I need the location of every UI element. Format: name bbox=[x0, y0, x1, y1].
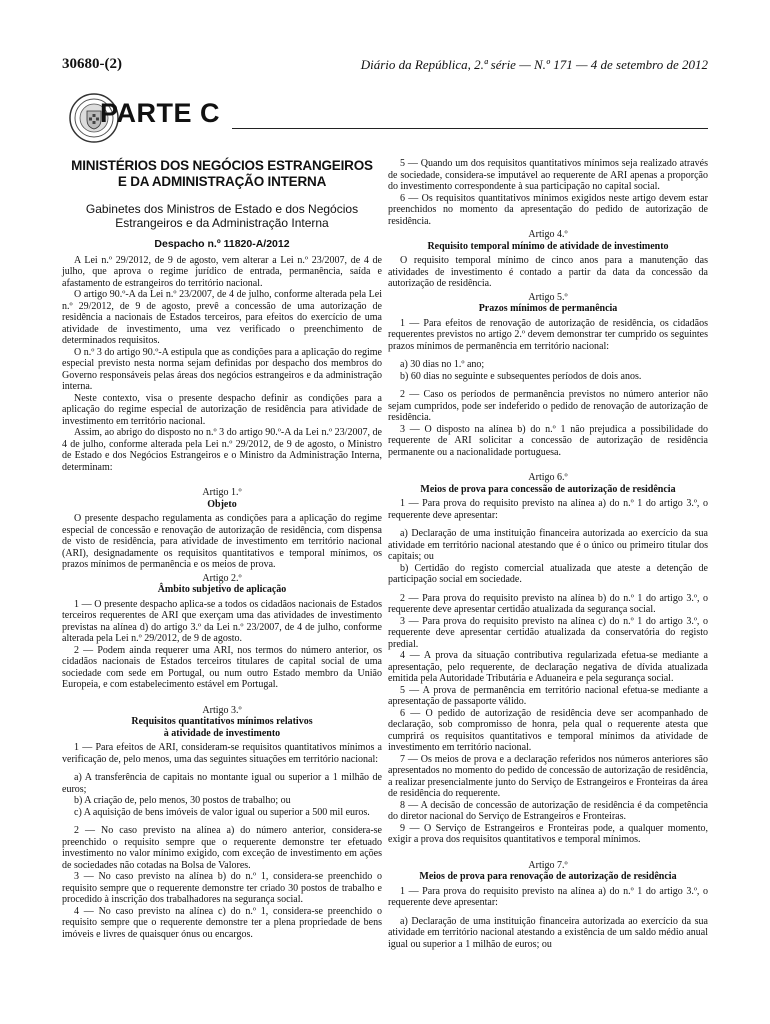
article-title: Requisitos quantitativos mínimos relativos à atividade de investimento bbox=[131, 716, 313, 739]
page-number: 30680-(2) bbox=[62, 56, 122, 72]
despacho-number: Despacho n.º 11820-A/2012 bbox=[154, 238, 290, 250]
list-item: a) Declaração de uma instituição financeira autorizada ao exercício da sua atividade em território nacional atestando que é o único ou primeiro titular dos capitais; ou bbox=[388, 528, 708, 562]
article-paragraph: O presente despacho regulamenta as condições para a aplicação do regime especial de concessão e renovação de autorização de residência, com dispensa de visto de residência, para atividade de investimento em território nacional (ARI), designadamente os requisitos quantitativos e temporal mínimos, os prazos mínimos de permanência e os meios de prova. bbox=[62, 513, 382, 570]
part-heading bbox=[62, 92, 708, 148]
article-paragraph: 6 — Os requisitos quantitativos mínimos exigidos neste artigo devem estar preenchidos no momento da apresentação do pedido de autorização de residência. bbox=[388, 192, 708, 227]
article-paragraph: 1 — Para efeitos de ARI, consideram-se requisitos quantitativos mínimos a verificação de, pelo menos, uma das seguintes situações em território nacional: bbox=[62, 742, 382, 765]
article-paragraph: 9 — O Serviço de Estrangeiros e Fronteiras pode, a qualquer momento, exigir a prova dos requisitos quantitativos e temporal mínimos. bbox=[388, 822, 708, 845]
article-paragraph: 5 — A prova de permanência em território nacional efetua-se mediante a apresentação de passaporte válido. bbox=[388, 684, 708, 707]
article-number: Artigo 1.º bbox=[202, 487, 242, 498]
article-number: Artigo 5.º bbox=[528, 291, 568, 303]
article-title: Meios de prova para concessão de autorização de residência bbox=[420, 483, 676, 495]
intro-paragraph: A Lei n.º 29/2012, de 9 de agosto, vem alterar a Lei n.º 23/2007, de 4 de julho, que aprova o regime jurídico de entrada, permanência, saída e afastamento de estrangeiros do território nacional. bbox=[62, 254, 382, 289]
left-column bbox=[62, 158, 382, 940]
list-item: a) A transferência de capitais no montante igual ou superior a 1 milhão de euros; bbox=[62, 772, 382, 795]
right-column bbox=[388, 158, 708, 950]
article-paragraph: 3 — Para prova do requisito previsto na alínea c) do n.º 1 do artigo 3.º, o requerente deve apresentar certidão atualizada da conservatória do registo predial. bbox=[388, 615, 708, 650]
article-title: Requisito temporal mínimo de atividade de investimento bbox=[427, 240, 669, 252]
ministry-title: MINISTÉRIOS DOS NEGÓCIOS ESTRANGEIROS E DA ADMINISTRAÇÃO INTERNA bbox=[71, 158, 373, 189]
article-paragraph: 6 — O pedido de autorização de residência deve ser acompanhado de declaração, sob compromisso de honra, pela qual o requerente atesta que cumprirá os requisitos quantitativos e temporal mínimos da atividade de investimento em território nacional. bbox=[388, 707, 708, 753]
article-paragraph: 2 — Para prova do requisito previsto na alínea b) do n.º 1 do artigo 3.º, o requerente deve apresentar certidão atualizada da segurança social. bbox=[388, 592, 708, 615]
article-paragraph: 3 — No caso previsto na alínea b) do n.º 1, considera-se preenchido o requisito sempre que o requerente demonstre ter criado 30 postos de trabalho e procedido à inscrição dos trabalhadores na segurança social. bbox=[62, 871, 382, 905]
article-paragraph: 2 — Podem ainda requerer uma ARI, nos termos do número anterior, os cidadãos nacionais de Estados terceiros titulares de capital social de uma sociedade com sede em Portugal, ou num outro Estado membro da União Europeia, e com estabelecimento estável em Portugal. bbox=[62, 644, 382, 690]
intro-paragraph: O n.º 3 do artigo 90.º-A estipula que as condições para a aplicação do regime especial previsto nesta norma sejam definidas por despacho dos membros do Governo responsáveis pelas áreas dos negócios estrangeiros e da administração interna. bbox=[62, 346, 382, 392]
article-paragraph: 8 — A decisão de concessão de autorização de residência é da competência do diretor nacional do Serviço de Estrangeiros e Fronteiras. bbox=[388, 799, 708, 822]
journal-title: Diário da República, 2.ª série — N.º 171 — 4 de setembro de 2012 bbox=[360, 57, 708, 72]
article-title: Objeto bbox=[207, 498, 237, 510]
article-number: Artigo 3.º bbox=[202, 704, 242, 716]
article-paragraph: 7 — Os meios de prova e a declaração referidos nos números anteriores são apresentados no momento do pedido de concessão de autorização de residência, a realizar presencialmente junto do Serviço de Estrangeiros e Fronteiras da área de residência do requerente. bbox=[388, 753, 708, 799]
intro-paragraph: Neste contexto, visa o presente despacho definir as condições para a aplicação do regime especial de autorização de residência para atividade de investimento em território nacional. bbox=[62, 392, 382, 427]
list-item: a) 30 dias no 1.º ano; bbox=[400, 359, 485, 370]
intro-paragraph: Assim, ao abrigo do disposto no n.º 3 do artigo 90.º-A da Lei n.º 23/2007, de 4 de julho, conforme alterada pela Lei n.º 29/2012, de 9 de agosto, o Ministro de Estado e dos Negócios Estrangeiros e o Ministro da Administração Interna, determinam: bbox=[62, 427, 382, 473]
list-item: b) A criação de, pelo menos, 30 postos de trabalho; ou bbox=[74, 795, 291, 806]
article-number: Artigo 4.º bbox=[528, 229, 568, 240]
article-title: Prazos mínimos de permanência bbox=[478, 303, 618, 314]
list-item: c) A aquisição de bens imóveis de valor igual ou superior a 500 mil euros. bbox=[74, 806, 370, 818]
list-item: b) Certidão do registo comercial atualizada que ateste a detenção de participação social em sociedade. bbox=[388, 562, 708, 585]
article-paragraph: O requisito temporal mínimo de cinco anos para a manutenção das atividades de investimento é contado a partir da data da concessão da autorização de residência. bbox=[388, 255, 708, 289]
article-title: Meios de prova para renovação de autorização de residência bbox=[419, 871, 677, 882]
article-paragraph: 3 — O disposto na alínea b) do n.º 1 não prejudica a possibilidade do requerente de ARI solicitar a concessão de autorização de residência permanente ou a nacionalidade portuguesa. bbox=[388, 423, 708, 458]
part-title: PARTE C bbox=[100, 98, 221, 128]
article-title: Âmbito subjetivo de aplicação bbox=[157, 584, 287, 595]
article-paragraph: 4 — A prova da situação contributiva regularizada efetua-se mediante a apresentação, pelo requerente, de declaração negativa de dívida atualizada emitida pela Autoridade Tributária e Aduaneira e pela segurança social. bbox=[388, 650, 708, 684]
cabinet-title: Gabinetes dos Ministros de Estado e dos Negócios Estrangeiros e da Administração Interna bbox=[85, 202, 359, 230]
heading-rule bbox=[232, 128, 708, 129]
list-item: a) Declaração de uma instituição financeira autorizada ao exercício da sua atividade em território nacional atestando a existência de um saldo médio anual igual ou superior a 1 milhão de euros; ou bbox=[388, 915, 708, 950]
article-paragraph: 1 — Para prova do requisito previsto na alínea a) do n.º 1 do artigo 3.º, o requerente deve apresentar: bbox=[388, 885, 708, 908]
page-header bbox=[62, 56, 708, 76]
intro-paragraph: O artigo 90.º-A da Lei n.º 23/2007, de 4 de julho, conforme alterada pela Lei n.º 29/2012, de 9 de agosto, prevê a concessão de uma autorização de residência a nacionais de Estados terceiros, para efeitos do exercício de uma atividade de investimento, uma vez verificado o preenchimento de determinados requisitos. bbox=[62, 289, 382, 346]
article-paragraph: 1 — Para efeitos de renovação de autorização de residência, os cidadãos requerentes previstos no artigo 2.º devem demonstrar ter cumprido os seguintes prazos mínimos de permanência em território nacional: bbox=[388, 317, 708, 352]
article-paragraph: 2 — Caso os períodos de permanência previstos no número anterior não sejam cumpridos, pode ser indeferido o pedido de renovação de autorização de residência. bbox=[388, 389, 708, 423]
article-paragraph: 2 — No caso previsto na alínea a) do número anterior, considera-se preenchido o requisito sempre que o requerente demonstre ter efetuado investimento no valor mínimo exigido, com exceção de investimento em ações de sociedades não cotadas na Bolsa de Valores. bbox=[62, 825, 382, 871]
article-paragraph: 1 — O presente despacho aplica-se a todos os cidadãos nacionais de Estados terceiros requerentes de ARI que exerçam uma das atividades de investimento previstas na alínea d) do artigo 3.º da Lei n.º 23/2007, de 4 de julho, conforme alterada pela Lei n.º 29/2012, de 9 de agosto. bbox=[62, 598, 382, 644]
article-paragraph: 4 — No caso previsto na alínea c) do n.º 1, considera-se preenchido o requisito sempre que o requerente demonstre ter a plena propriedade de bens imóveis e livres de quaisquer ónus ou encargos. bbox=[62, 905, 382, 940]
article-number: Artigo 2.º bbox=[202, 572, 242, 584]
article-number: Artigo 7.º bbox=[528, 859, 568, 871]
article-paragraph: 5 — Quando um dos requisitos quantitativos mínimos seja realizado através de sociedade, considera-se imputável ao requerente de ARI apenas a proporção do investimento correspondente à sua participação no capital social. bbox=[388, 158, 708, 192]
article-paragraph: 1 — Para prova do requisito previsto na alínea a) do n.º 1 do artigo 3.º, o requerente deve apresentar: bbox=[388, 498, 708, 521]
list-item: b) 60 dias no seguinte e subsequentes períodos de dois anos. bbox=[400, 370, 642, 382]
article-number: Artigo 6.º bbox=[528, 472, 568, 483]
